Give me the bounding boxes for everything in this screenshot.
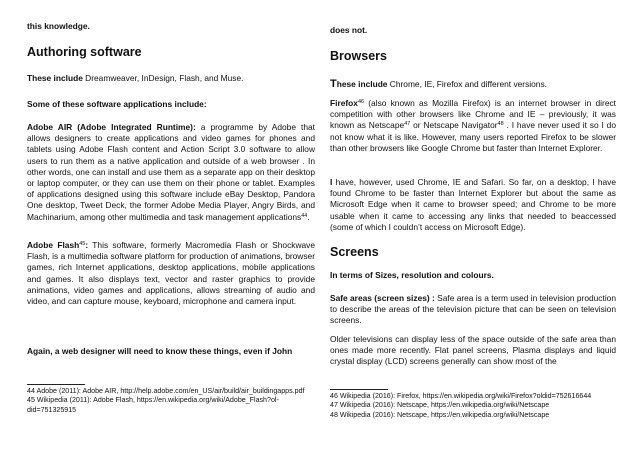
authoring-software-heading: Authoring software <box>27 45 142 59</box>
left-column <box>27 0 315 452</box>
footnote-45: 45 Wikipedia (2011): Adobe Flash, https://en.wikipedia.org/wiki/Adobe_Flash?ol-did=751325915 <box>27 396 279 414</box>
older-televisions-paragraph: Older televisions can display less of the space outside of the safe area than ones made more recently. Flat panel screens, Plasma displays and liquid crystal display (LCD) screens generally can show most of the <box>330 334 616 367</box>
footnote-48: 48 Wikipedia (2016): Netscape, https://en.wikipedia.org/wiki/Netscape <box>330 410 550 419</box>
footnote-rule <box>27 384 85 385</box>
right-footnotes <box>330 392 616 420</box>
footnote-46: 46 Wikipedia (2016): Firefox, https://en.wikipedia.org/wiki/Firefox?oldid=752616644 <box>330 392 592 400</box>
adobe-air-paragraph: Adobe AIR (Adobe Integrated Runtime): a programme by Adobe that allows designers to create applications and video games for phones and tablets using Adobe Flash content and Action Script 3.0 software to allow users to run them as a native application and outside of a web browser . In other words, one can install and use them as a separate app on their desktop or laptop computer, or they can use them on their phone or tablet. Examples of applications designed using this software include eBay Desktop, Pandora One desktop, Tweet Deck, the former Adobe Media Player, Angry Birds, and Machinarium, among other multimedia and task management applications$^{44}$. <box>27 122 315 222</box>
screens-heading: Screens <box>330 245 379 259</box>
footnote-rule <box>330 389 388 390</box>
adobe-flash-paragraph: Adobe Flash$^{45}$: This software, formerly Macromedia Flash or Shockwave Flash, is a multimedia software platform for production of animations, browser games, rich Internet applications, desktop applications, mobile applications and games. It also displays text, vector and raster graphics to provide animations, video games and applications, allows streaming of audio and video, and can capture mouse, keyboard, microphone and camera input. <box>27 240 315 307</box>
browsers-experience-paragraph: I have, however, used Chrome, IE and Safari. So far, on a desktop, I have found Chrome to be faster than Internet Explorer but about the same as Microsoft Edge when it came to browser speed; and Chrome to be more usable when it came to accessing any links that needed to beaccessed (some of which I couldn’t access on Microsoft Edge). <box>330 177 616 232</box>
does-not-line: does not. <box>330 25 368 35</box>
right-column <box>330 0 616 452</box>
footnote-47: 47 Wikipedia (2016): Netscape, https://en.wikipedia.org/wiki/Netscape <box>330 401 550 410</box>
safe-areas-paragraph: Safe areas (screen sizes) : Safe area is a term used in television production to describe the areas of the television picture that can be seen on television screens. <box>330 293 616 326</box>
again-paragraph: Again, a web designer will need to know these things, even if John <box>27 346 293 356</box>
firefox-paragraph: Firefox$^{46}$ (also known as Mozilla Firefox) is an internet browser in direct competition with other browsers like Chrome and IE – previously, it was known as Netscape$^{47}$ or Netscape Navigator$^{48}$ . I have never used it so I do not know what it is like. However, many users reported Firefox to be slower than other browsers like Google Chrome but faster than Internet Explorer. <box>330 98 616 153</box>
authoring-includes-paragraph: These include Dreamweaver, InDesign, Flash, and Muse. <box>27 73 244 83</box>
browsers-includes-paragraph: These include Chrome, IE, Firefox and different versions. <box>330 78 547 90</box>
sizes-subheading: In terms of Sizes, resolution and colours. <box>330 270 494 280</box>
browsers-heading: Browsers <box>330 49 387 63</box>
footnote-44: 44 Adobe (2011): Adobe AIR, http://help.adobe.com/en_US/air/build/air_buildingapps.pdf <box>27 387 305 395</box>
intro-line: this knowledge. <box>27 21 90 31</box>
left-footnotes <box>27 387 315 415</box>
apps-intro: Some of these software applications include: <box>27 99 207 109</box>
